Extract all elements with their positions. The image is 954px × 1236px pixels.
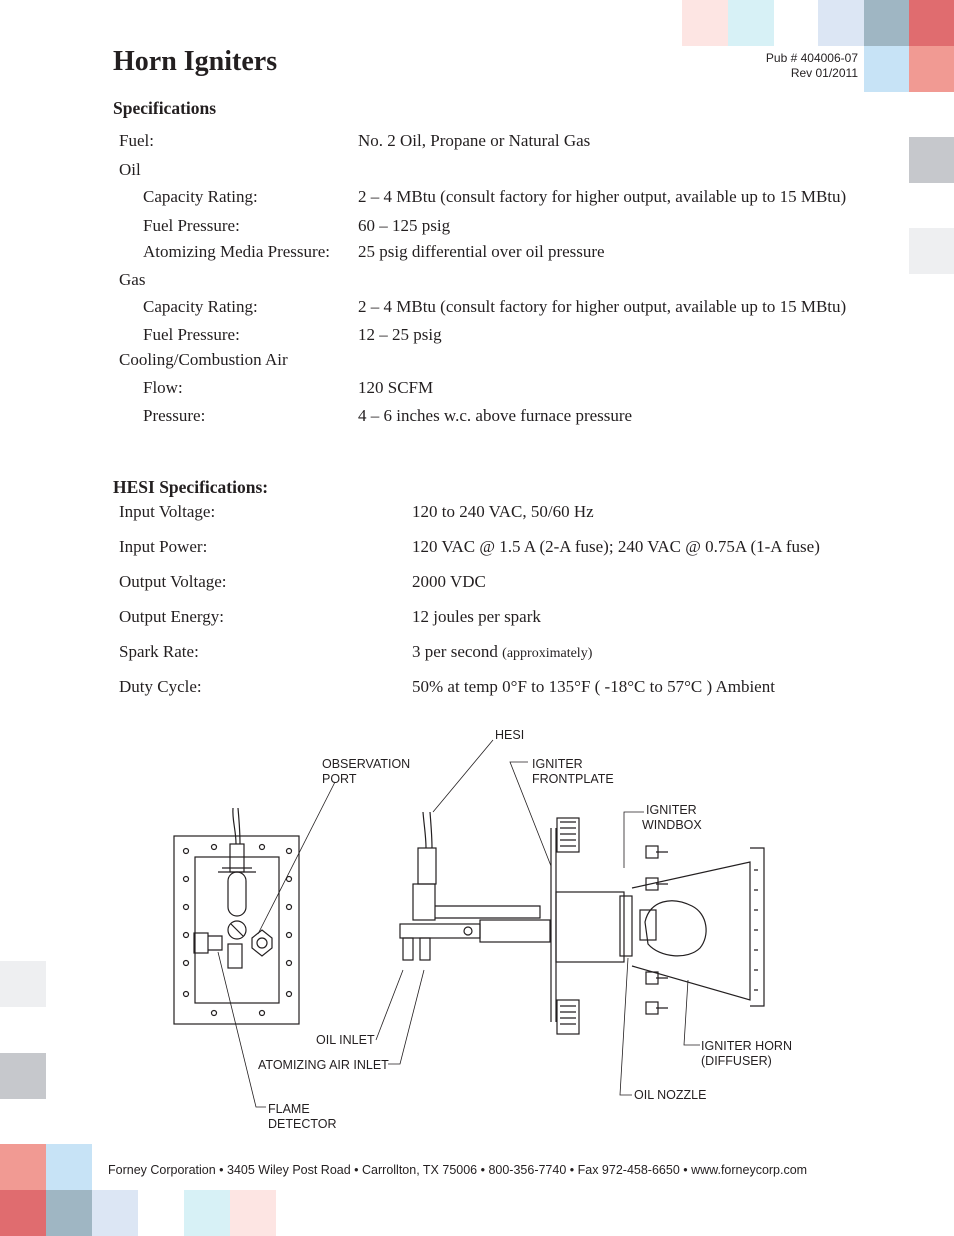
label-observation-port-line2: PORT	[322, 772, 357, 786]
spec-value: 60 – 125 psig	[358, 216, 451, 235]
spark-rate-value: 3 per second	[412, 642, 498, 661]
label-igniter-windbox-line1: IGNITER	[646, 803, 697, 817]
hesi-label: Output Voltage:	[119, 572, 227, 591]
hesi-row	[0, 502, 954, 524]
spec-value: 25 psig differential over oil pressure	[358, 242, 605, 261]
deco-square	[682, 0, 728, 46]
label-igniter-horn-line1: IGNITER HORN	[701, 1039, 792, 1053]
spec-row	[0, 187, 954, 209]
label-igniter-frontplate-line2: FRONTPLATE	[532, 772, 614, 786]
spec-label: Flow:	[143, 378, 183, 397]
deco-square	[909, 0, 954, 46]
label-observation-port-line1: OBSERVATION	[322, 757, 411, 771]
deco-square	[864, 0, 910, 46]
front-view-assembly	[174, 808, 299, 1024]
hesi-row	[0, 537, 954, 559]
hesi-row	[0, 572, 954, 594]
deco-square	[0, 1144, 46, 1190]
deco-square	[92, 1190, 138, 1236]
spec-label: Capacity Rating:	[143, 297, 258, 316]
hesi-label: Duty Cycle:	[119, 677, 202, 696]
page-title: Horn Igniters	[113, 46, 278, 77]
spec-row	[0, 270, 954, 292]
spec-group-label: Oil	[119, 160, 141, 179]
spec-value: 120 SCFM	[358, 378, 434, 397]
hesi-row	[0, 642, 954, 664]
spec-value: 4 – 6 inches w.c. above furnace pressure	[358, 406, 633, 425]
deco-square	[46, 1144, 92, 1190]
revision-date: Rev 01/2011	[790, 66, 858, 80]
hesi-label: Input Power:	[119, 537, 208, 556]
deco-square	[230, 1190, 276, 1236]
hesi-value: 120 VAC @ 1.5 A (2-A fuse); 240 VAC @ 0.75A (1-A fuse)	[412, 537, 820, 556]
hesi-heading: HESI Specifications:	[113, 477, 269, 497]
label-igniter-frontplate-line1: IGNITER	[532, 757, 583, 771]
spec-value: No. 2 Oil, Propane or Natural Gas	[358, 131, 591, 150]
hesi-value	[412, 642, 592, 662]
specifications-heading: Specifications	[113, 98, 217, 118]
spec-value: 2 – 4 MBtu (consult factory for higher output, available up to 15 MBtu)	[358, 187, 847, 206]
spec-label: Fuel Pressure:	[143, 216, 240, 235]
hesi-row	[0, 677, 954, 699]
hesi-label: Spark Rate:	[119, 642, 199, 661]
spec-label: Atomizing Media Pressure:	[143, 242, 330, 261]
hesi-value: 12 joules per spark	[412, 607, 541, 626]
spec-row	[0, 350, 954, 372]
spec-row	[0, 378, 954, 400]
spec-group-label: Cooling/Combustion Air	[119, 350, 288, 369]
label-atomizing-air-inlet: ATOMIZING AIR INLET	[258, 1058, 389, 1072]
spec-label: Fuel:	[119, 131, 154, 150]
deco-square	[184, 1190, 230, 1236]
footer-contact: Forney Corporation • 3405 Wiley Post Road • Carrollton, TX 75006 • 800-356-7740 • Fax 972-458-6650 • www.forneycorp.com	[108, 1163, 808, 1177]
hesi-value: 2000 VDC	[412, 572, 486, 591]
spec-value: 2 – 4 MBtu (consult factory for higher output, available up to 15 MBtu)	[358, 297, 847, 316]
label-hesi: HESI	[495, 728, 525, 742]
spec-row	[0, 160, 954, 182]
deco-square	[909, 46, 954, 92]
hesi-label: Input Voltage:	[119, 502, 216, 521]
pub-number: Pub # 404006-07	[765, 51, 858, 65]
spec-row	[0, 325, 954, 347]
side-view-assembly	[400, 812, 764, 1034]
publication-info	[766, 51, 858, 81]
spec-value: 12 – 25 psig	[358, 325, 442, 344]
label-igniter-windbox-line2: WINDBOX	[642, 818, 702, 832]
spec-group-label: Gas	[119, 270, 146, 289]
deco-square	[728, 0, 774, 46]
deco-square	[818, 0, 864, 46]
spec-label: Capacity Rating:	[143, 187, 258, 206]
horn-igniter-diagram	[0, 720, 954, 1140]
deco-square	[0, 1190, 46, 1236]
spec-row	[0, 131, 954, 153]
spark-rate-note: (approximately)	[502, 646, 593, 661]
spec-label: Pressure:	[143, 406, 206, 425]
label-oil-inlet: OIL INLET	[316, 1033, 375, 1047]
spec-row	[0, 406, 954, 428]
hesi-label: Output Energy:	[119, 607, 224, 626]
spec-row	[0, 297, 954, 319]
label-oil-nozzle: OIL NOZZLE	[634, 1088, 707, 1102]
hesi-value: 50% at temp 0°F to 135°F ( -18°C to 57°C ) Ambient	[412, 677, 775, 696]
spec-label: Fuel Pressure:	[143, 325, 240, 344]
label-flame-detector-line2: DETECTOR	[268, 1117, 337, 1131]
spec-row	[0, 242, 954, 264]
deco-square	[46, 1190, 92, 1236]
hesi-value: 120 to 240 VAC, 50/60 Hz	[412, 502, 594, 521]
label-flame-detector-line1: FLAME	[268, 1102, 310, 1116]
hesi-row	[0, 607, 954, 629]
spec-row	[0, 216, 954, 238]
label-igniter-horn-line2: (DIFFUSER)	[701, 1054, 772, 1068]
deco-square	[864, 46, 910, 92]
